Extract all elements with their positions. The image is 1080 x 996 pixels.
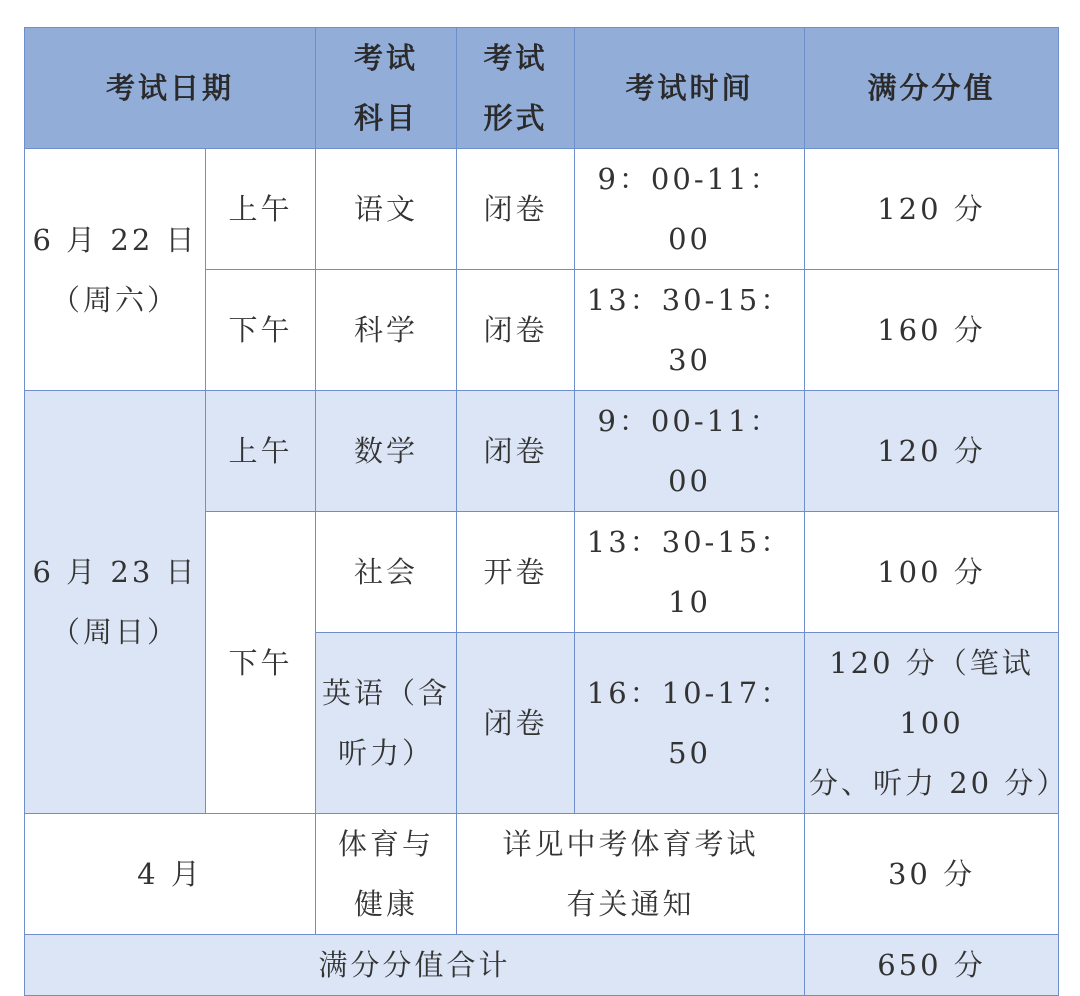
time-cell: 13：30-15：30	[575, 270, 805, 391]
pe-note-cell: 详见中考体育考试 有关通知	[457, 814, 805, 935]
table-row	[25, 149, 1059, 270]
header-row	[25, 28, 1059, 149]
time-cell: 13：30-15：10	[575, 512, 805, 633]
format-cell: 闭卷	[457, 149, 575, 270]
table-row	[25, 391, 1059, 512]
score-cell: 120 分	[805, 149, 1059, 270]
session-cell: 上午	[206, 149, 316, 270]
total-score: 650 分	[805, 935, 1059, 996]
table-row	[25, 814, 1059, 935]
exam-schedule-table	[24, 27, 1069, 996]
subject-cell: 体育与 健康	[316, 814, 457, 935]
session-cell: 下午	[206, 512, 316, 814]
time-cell: 9：00-11：00	[575, 149, 805, 270]
header-exam-date: 考试日期	[25, 28, 316, 149]
session-cell: 上午	[206, 391, 316, 512]
subject-cell: 英语（含 听力）	[316, 633, 457, 814]
pe-date-cell: 4 月	[25, 814, 316, 935]
time-cell: 16：10-17：50	[575, 633, 805, 814]
format-cell: 闭卷	[457, 633, 575, 814]
header-subject: 考试 科目	[316, 28, 457, 149]
format-cell: 闭卷	[457, 391, 575, 512]
format-cell: 闭卷	[457, 270, 575, 391]
subject-cell: 语文	[316, 149, 457, 270]
session-cell: 下午	[206, 270, 316, 391]
header-time: 考试时间	[575, 28, 805, 149]
score-cell: 160 分	[805, 270, 1059, 391]
subject-cell: 科学	[316, 270, 457, 391]
score-cell: 120 分	[805, 391, 1059, 512]
score-cell: 120 分（笔试 100 分、听力 20 分）	[805, 633, 1059, 814]
day2-date-cell: 6 月 23 日 （周日）	[25, 391, 206, 814]
subject-cell: 社会	[316, 512, 457, 633]
header-format: 考试 形式	[457, 28, 575, 149]
header-score: 满分分值	[805, 28, 1059, 149]
day1-date-cell: 6 月 22 日 （周六）	[25, 149, 206, 391]
total-row	[25, 935, 1059, 996]
time-cell: 9：00-11：00	[575, 391, 805, 512]
total-label: 满分分值合计	[25, 935, 805, 996]
score-cell: 100 分	[805, 512, 1059, 633]
score-cell: 30 分	[805, 814, 1059, 935]
format-cell: 开卷	[457, 512, 575, 633]
subject-cell: 数学	[316, 391, 457, 512]
